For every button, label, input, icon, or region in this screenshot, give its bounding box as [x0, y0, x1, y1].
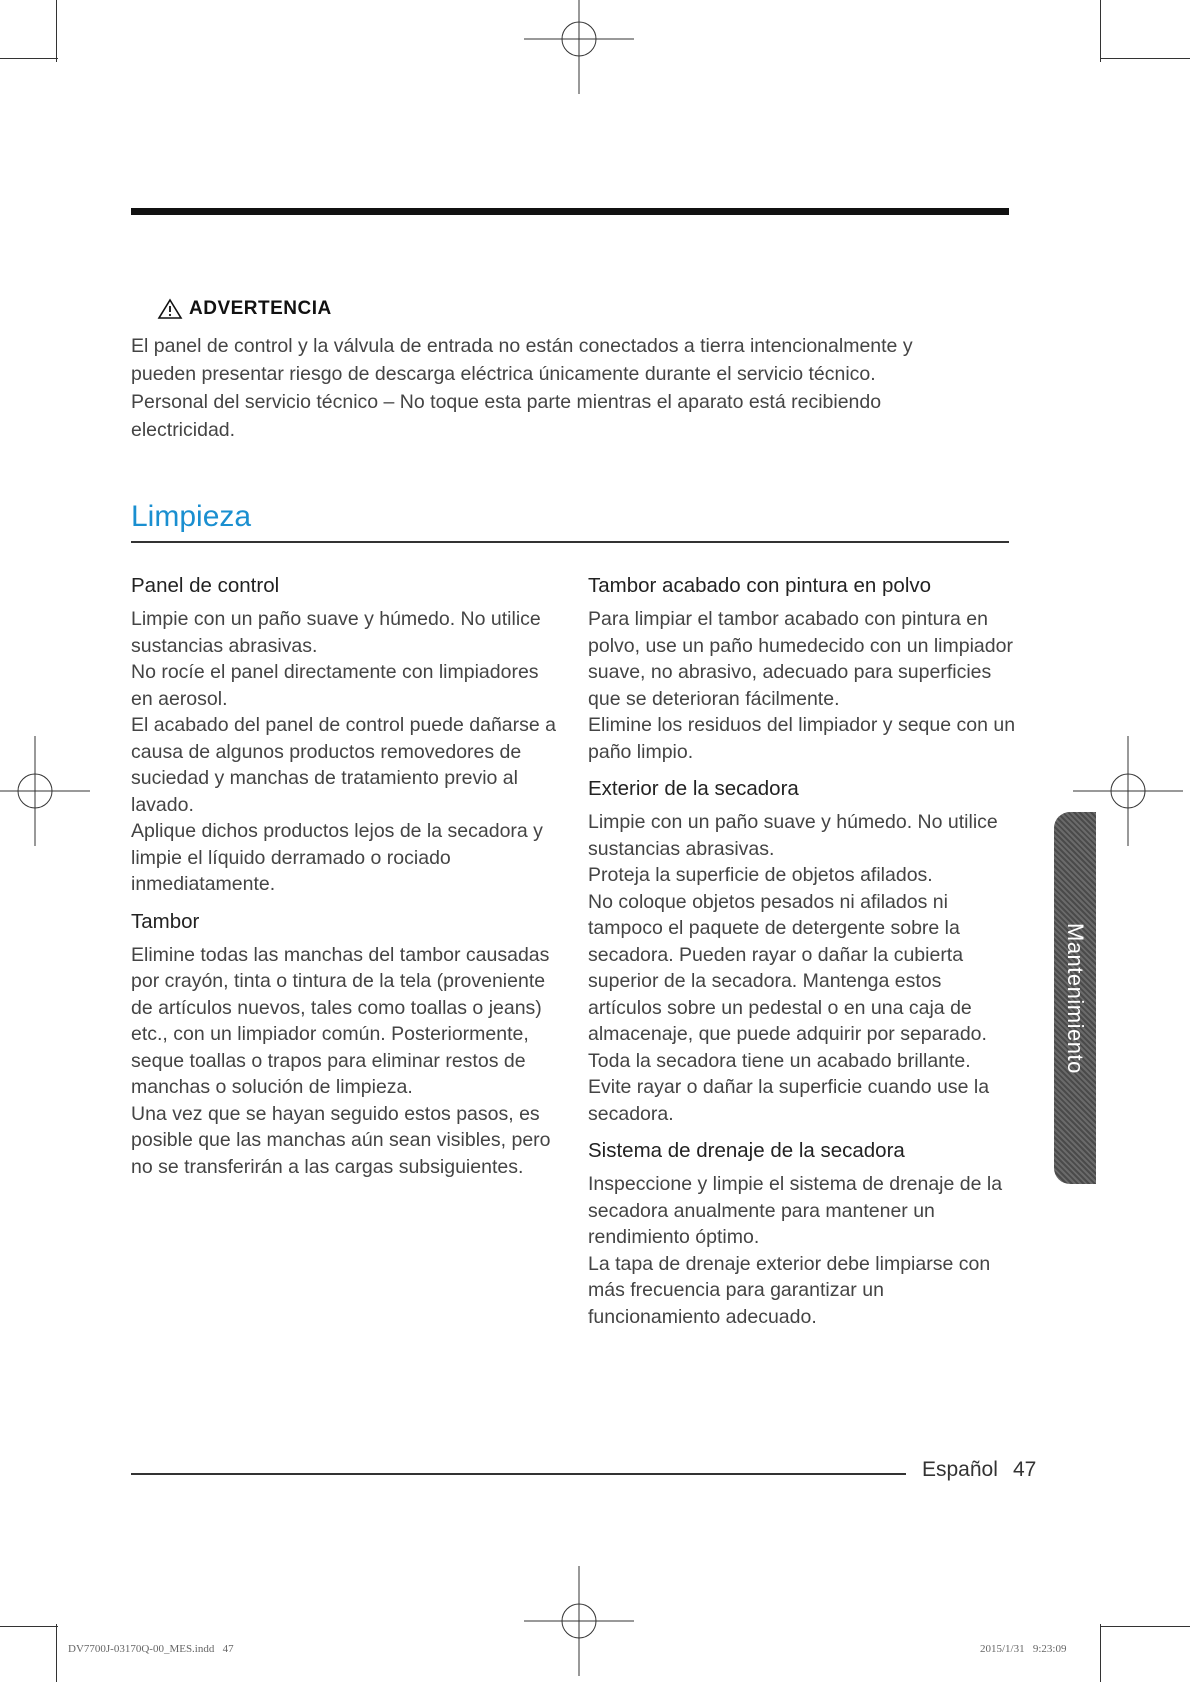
crop-mark — [1100, 0, 1101, 62]
paragraph: Proteja la superficie de objetos afilados. — [588, 864, 933, 886]
subsection-tambor-pintura — [588, 572, 1018, 765]
paragraph: Toda la secadora tiene un acabado brillante. Evite rayar o dañar la superficie cuando use la secadora. — [588, 1049, 990, 1125]
left-column — [131, 572, 561, 1190]
paragraph: El acabado del panel de control puede dañarse a causa de algunos productos removedores de suciedad y manchas de tratamiento previo al lavado. — [131, 714, 556, 816]
crop-mark — [1100, 58, 1190, 59]
paragraph: Para limpiar el tambor acabado con pintura en polvo, use un paño humedecido con un limpiador suave, no abrasivo, adecuado para superficies que se deterioran fácilmente. — [588, 608, 1013, 710]
paragraph: No rocíe el panel directamente con limpiadores en aerosol. — [131, 661, 539, 710]
registration-mark-bottom — [524, 1566, 634, 1676]
paragraph: Aplique dichos productos lejos de la secadora y limpie el líquido derramado o rociado inmediatamente. — [131, 820, 543, 895]
page-number: 47 — [1013, 1458, 1037, 1481]
footer-rule — [131, 1473, 906, 1475]
crop-mark — [1100, 1626, 1190, 1627]
subsection-heading: Exterior de la secadora — [588, 777, 799, 800]
warning-label: ADVERTENCIA — [189, 298, 332, 319]
warning-text: El panel de control y la válvula de entrada no están conectados a tierra intencionalmente y pueden presentar riesgo de descarga eléctrica únicamente durante el servicio técnico. Personal del servicio técnico – No toque esta parte mientras el aparato está recibiendo electricidad. — [131, 335, 913, 441]
paragraph: La tapa de drenaje exterior debe limpiarse con más frecuencia para garantizar un funcionamiento adecuado. — [588, 1252, 991, 1328]
paragraph: No coloque objetos pesados ni afilados ni tampoco el paquete de detergente sobre la secadora. Pueden rayar o dañar la cubierta superior de la secadora. Mantenga estos artículos sobre un pedestal o en una caja de almacenaje, que puede adquirir por separado. — [588, 890, 987, 1045]
subsection-drenaje — [588, 1137, 1018, 1330]
subsection-exterior — [588, 775, 1018, 1127]
print-file-slug: DV7700J-03170Q-00_MES.indd 47 — [68, 1643, 234, 1655]
top-rule — [131, 208, 1009, 215]
section-rule — [131, 541, 1009, 543]
registration-mark-top — [524, 0, 634, 94]
print-timestamp: 2015/1/31 9:23:09 — [980, 1643, 1067, 1655]
paragraph: Elimine los residuos del limpiador y seque con un paño limpio. — [588, 714, 1016, 763]
crop-mark — [0, 58, 58, 59]
section-title: Limpieza — [131, 500, 252, 533]
chapter-side-tab-label-wrap — [1054, 812, 1096, 1184]
subsection-panel-control — [131, 572, 561, 898]
subsection-heading: Sistema de drenaje de la secadora — [588, 1139, 905, 1162]
subsection-heading: Panel de control — [131, 574, 280, 597]
crop-mark — [0, 1626, 58, 1627]
paragraph: Elimine todas las manchas del tambor causadas por crayón, tinta o tintura de la tela (proveniente de artículos nuevos, tales como toallas o jeans) etc., con un limpiador común. Posteriormente, seque toallas o trapos para eliminar restos de manchas o solución de limpieza. — [131, 943, 550, 1098]
crop-mark — [56, 0, 57, 62]
paragraph: Limpie con un paño suave y húmedo. No utilice sustancias abrasivas. — [131, 608, 541, 657]
chapter-side-tab-label: Mantenimiento — [1063, 922, 1088, 1074]
footer-language: Español — [922, 1458, 998, 1481]
right-column — [588, 572, 1018, 1340]
subsection-heading: Tambor acabado con pintura en polvo — [588, 574, 932, 597]
paragraph: Una vez que se hayan seguido estos pasos, es posible que las manchas aún sean visibles, pero no se transferirán a las cargas subsiguientes. — [131, 1102, 551, 1178]
registration-mark-left — [0, 736, 90, 846]
crop-mark — [56, 1624, 57, 1682]
warning-heading — [157, 298, 332, 320]
subsection-tambor — [131, 908, 561, 1181]
paragraph: Limpie con un paño suave y húmedo. No utilice sustancias abrasivas. — [588, 811, 998, 860]
paragraph: Inspeccione y limpie el sistema de drenaje de la secadora anualmente para mantener un rendimiento óptimo. — [588, 1173, 1003, 1248]
subsection-heading: Tambor — [131, 909, 200, 933]
warning-triangle-icon — [157, 298, 183, 320]
crop-mark — [1100, 1624, 1101, 1682]
